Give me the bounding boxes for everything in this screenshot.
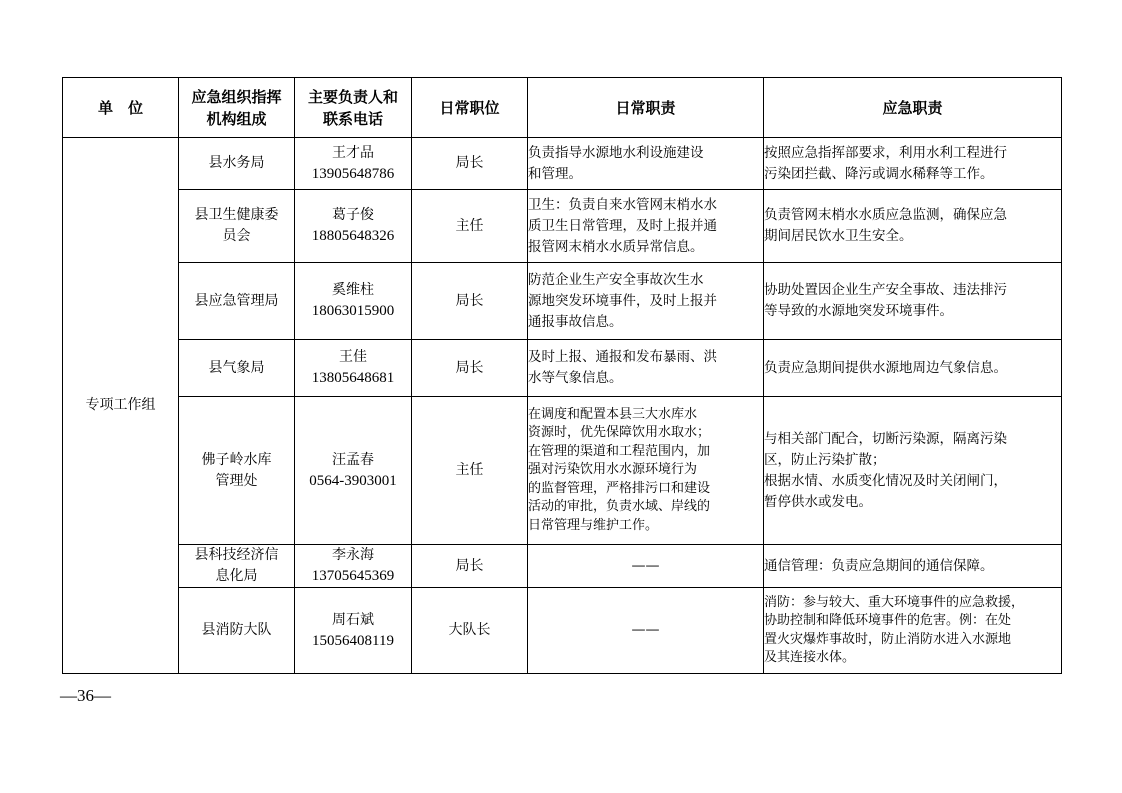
table-row xyxy=(63,263,1062,340)
emergency-duty-cell xyxy=(764,588,1062,674)
page-number: —36— xyxy=(60,686,111,705)
contact-name: 李永海 xyxy=(332,547,374,563)
emergency-duty-line: 污染团拦截、降污或调水稀释等工作。 xyxy=(764,165,994,182)
daily-duty-cell xyxy=(528,190,764,263)
org-name-line: 员会 xyxy=(222,228,251,244)
position-cell xyxy=(412,397,528,545)
table-header-row xyxy=(63,78,1062,138)
header-contact xyxy=(295,78,412,138)
contact-phone: 18805648326 xyxy=(311,228,395,244)
contact-phone: 18063015900 xyxy=(311,303,395,319)
daily-duty-line: 卫生：负责自来水管网末梢水水 xyxy=(528,196,717,213)
org-cell xyxy=(179,397,295,545)
emergency-duty-cell xyxy=(764,138,1062,190)
org-cell xyxy=(179,190,295,263)
contact-cell xyxy=(295,340,412,397)
org-name-line: 县科技经济信 xyxy=(194,547,279,563)
position-text: 局长 xyxy=(455,557,484,574)
daily-duty-line: 日常管理与维护工作。 xyxy=(528,517,659,533)
emergency-duty-line: 暂停供水或发电。 xyxy=(764,493,872,510)
org-cell xyxy=(179,588,295,674)
org-cell xyxy=(179,263,295,340)
daily-duty-line: 及时上报、通报和发布暴雨、洪 xyxy=(528,349,717,365)
header-emergency-duty: 应急职责 xyxy=(764,78,1062,138)
position-text: 主任 xyxy=(455,217,484,234)
emergency-duty-line: 及其连接水体。 xyxy=(764,650,856,665)
position-text: 局长 xyxy=(455,292,484,309)
org-cell xyxy=(179,340,295,397)
emergency-duty-line: 等导致的水源地突发环境事件。 xyxy=(764,303,953,319)
table-row xyxy=(63,138,1062,190)
contact-phone: 13705645369 xyxy=(311,568,395,584)
org-name-line: 佛子岭水库 xyxy=(201,451,272,468)
daily-duty-line: 报管网末梢水水质异常信息。 xyxy=(528,238,704,255)
header-org-line: 应急组织指挥 xyxy=(191,87,282,106)
table-row xyxy=(63,190,1062,263)
position-cell xyxy=(412,545,528,588)
position-cell xyxy=(412,138,528,190)
emergency-duty-cell xyxy=(764,397,1062,545)
position-text: 主任 xyxy=(455,462,484,478)
contact-name: 周石斌 xyxy=(332,611,374,628)
contact-name: 奚维柱 xyxy=(332,282,374,298)
emergency-duty-cell xyxy=(764,263,1062,340)
org-name-line: 县气象局 xyxy=(208,359,265,376)
emergency-duty-line: 期间居民饮水卫生安全。 xyxy=(764,228,913,244)
emergency-duty-line: 根据水情、水质变化情况及时关闭闸门， xyxy=(764,472,1007,489)
daily-duty-line: 质卫生日常管理，及时上报并通 xyxy=(528,217,717,234)
contact-cell xyxy=(295,263,412,340)
contact-phone: 0564-3903001 xyxy=(309,472,397,489)
header-org-composition xyxy=(179,78,295,138)
emergency-duty-line: 与相关部门配合，切断污染源，隔离污染 xyxy=(764,430,1007,447)
contact-name: 王才品 xyxy=(332,144,374,161)
daily-duty-line: 水等气象信息。 xyxy=(528,370,623,386)
org-name-line: 管理处 xyxy=(215,472,258,489)
daily-duty-line: 在管理的渠道和工程范围内，加 xyxy=(528,443,711,459)
contact-phone: 15056408119 xyxy=(312,632,394,649)
org-name-line: 县水务局 xyxy=(208,155,265,171)
daily-duty-line: 在调度和配置本县三大水库水 xyxy=(528,406,698,422)
emergency-duty-line: 按照应急指挥部要求，利用水利工程进行 xyxy=(764,144,1007,161)
daily-duty-line: 资源时，优先保障饮用水取水； xyxy=(528,425,711,441)
org-cell xyxy=(179,138,295,190)
emergency-duty-line: 协助处置因企业生产安全事故、违法排污 xyxy=(764,282,1007,298)
contact-cell xyxy=(295,190,412,263)
position-cell xyxy=(412,340,528,397)
emergency-duty-cell xyxy=(764,545,1062,588)
emergency-duty-line: 消防：参与较大、重大环境事件的应急救援， xyxy=(764,594,1025,610)
contact-phone: 13805648681 xyxy=(311,370,395,386)
daily-duty-line: 的监督管理，严格排污口和建设 xyxy=(528,480,711,496)
daily-duty-cell xyxy=(528,397,764,545)
daily-duty-line: 防范企业生产安全事故次生水 xyxy=(528,271,704,288)
daily-duty-line: 强对污染饮用水水源环境行为 xyxy=(528,462,698,478)
org-name-line: 县应急管理局 xyxy=(194,292,279,309)
daily-duty-cell xyxy=(528,545,764,588)
position-text: 局长 xyxy=(455,155,484,171)
daily-duty-line: —— xyxy=(631,622,660,638)
position-cell xyxy=(412,190,528,263)
table-row xyxy=(63,588,1062,674)
contact-name: 葛子俊 xyxy=(332,207,374,223)
emergency-duty-cell xyxy=(764,340,1062,397)
emergency-duty-line: 区，防止污染扩散； xyxy=(764,451,886,468)
header-contact-line: 联系电话 xyxy=(322,109,383,128)
position-text: 大队长 xyxy=(448,622,491,638)
emergency-duty-line: 协助控制和降低环境事件的危害。例：在处 xyxy=(764,613,1012,628)
contact-name: 汪孟春 xyxy=(332,451,374,468)
emergency-duty-cell xyxy=(764,190,1062,263)
daily-duty-line: 通报事故信息。 xyxy=(528,313,623,330)
daily-duty-cell xyxy=(528,588,764,674)
daily-duty-line: 源地突发环境事件，及时上报并 xyxy=(528,292,717,309)
contact-cell xyxy=(295,138,412,190)
position-cell xyxy=(412,263,528,340)
header-daily-duty: 日常职责 xyxy=(528,78,764,138)
position-text: 局长 xyxy=(455,359,484,376)
daily-duty-cell xyxy=(528,340,764,397)
org-name-line: 县卫生健康委 xyxy=(194,207,279,223)
header-daily-position: 日常职位 xyxy=(412,78,528,138)
org-name-line: 县消防大队 xyxy=(201,622,272,638)
daily-duty-cell xyxy=(528,263,764,340)
contact-cell xyxy=(295,588,412,674)
daily-duty-cell xyxy=(528,138,764,190)
emergency-duty-line: 置火灾爆炸事故时，防止消防水进入水源地 xyxy=(764,631,1012,647)
emergency-duty-table xyxy=(62,77,1062,674)
emergency-duty-line: 负责应急期间提供水源地周边气象信息。 xyxy=(764,359,1007,376)
contact-name: 王佳 xyxy=(339,349,367,365)
emergency-duty-line: 通信管理：负责应急期间的通信保障。 xyxy=(764,557,994,574)
daily-duty-line: —— xyxy=(631,557,660,574)
contact-cell xyxy=(295,545,412,588)
daily-duty-line: 和管理。 xyxy=(528,165,582,182)
daily-duty-line: 活动的审批，负责水域、岸线的 xyxy=(528,499,711,515)
header-org-line: 机构组成 xyxy=(206,109,267,128)
contact-cell xyxy=(295,397,412,545)
header-contact-line: 主要负责人和 xyxy=(307,87,398,106)
table-row xyxy=(63,397,1062,545)
position-cell xyxy=(412,588,528,674)
table-row xyxy=(63,545,1062,588)
header-unit: 单 位 xyxy=(63,78,179,138)
org-name-line: 息化局 xyxy=(215,568,258,584)
daily-duty-line: 负责指导水源地水利设施建设 xyxy=(528,144,704,161)
contact-phone: 13905648786 xyxy=(311,165,395,182)
group-label-cell: 专项工作组 xyxy=(63,138,179,674)
emergency-duty-line: 负责管网末梢水水质应急监测，确保应急 xyxy=(764,207,1007,223)
org-cell xyxy=(179,545,295,588)
table-row xyxy=(63,340,1062,397)
